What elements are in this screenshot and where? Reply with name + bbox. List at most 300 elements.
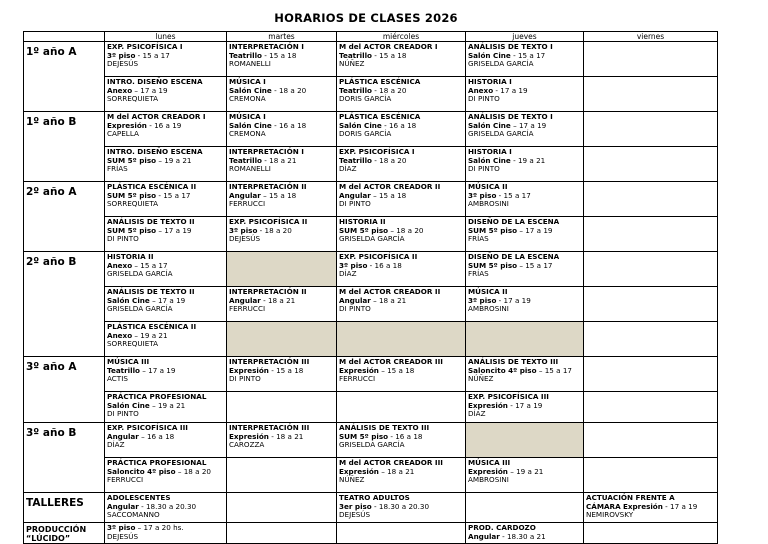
schedule-row <box>24 322 718 357</box>
day-header: miércoles <box>337 32 466 42</box>
class-title: INTRO. DISEÑO ESCENA <box>107 147 203 156</box>
class-time: – 19 a 21 <box>507 466 544 476</box>
class-teacher: CAPELLA <box>107 129 139 139</box>
class-room: Salón Cine <box>107 295 150 305</box>
class-room: 3º piso <box>229 225 258 235</box>
empty-cell <box>584 182 718 217</box>
class-room: Anexo <box>107 330 133 340</box>
class-title: MÚSICA I <box>229 77 266 86</box>
class-room: Expresión <box>339 365 379 375</box>
class-teacher: ACTIS <box>107 374 128 384</box>
class-cell <box>105 112 227 147</box>
class-teacher: AMBROSINI <box>468 475 509 485</box>
empty-cell <box>584 523 718 544</box>
class-room: Saloncito 4º piso <box>107 466 176 476</box>
class-title: INTERPRETACIÓN II <box>229 182 307 191</box>
class-teacher: DI PINTO <box>229 374 261 384</box>
class-room-line <box>339 262 463 271</box>
class-time: – 17 a 19 <box>139 365 176 375</box>
class-cell <box>337 357 466 392</box>
class-cell <box>337 493 466 523</box>
class-teacher: DI PINTO <box>339 304 371 314</box>
class-room: Angular <box>229 295 261 305</box>
class-cell <box>337 147 466 182</box>
class-room: Anexo <box>107 85 133 95</box>
class-title: ANÁLISIS DE TEXTO II <box>107 287 195 296</box>
empty-cell <box>584 392 718 423</box>
empty-shaded-cell <box>466 322 584 357</box>
class-cell <box>227 42 337 77</box>
class-cell <box>337 112 466 147</box>
class-title: PRÁCTICA PROFESIONAL <box>107 392 207 401</box>
class-cell <box>466 357 584 392</box>
class-teacher: DEJESÚS <box>229 234 261 244</box>
class-time: - 18 a 20 <box>371 155 407 165</box>
class-room: Expresión <box>468 466 508 476</box>
day-header: lunes <box>105 32 227 42</box>
class-cell <box>105 322 227 357</box>
empty-cell <box>584 287 718 322</box>
class-title: HISTORIA I <box>468 147 512 156</box>
class-time: – 19 a 21 <box>149 400 186 410</box>
row-label: 2º año B <box>24 252 105 357</box>
class-cell <box>466 147 584 182</box>
class-teacher: SORREQUIETA <box>107 339 159 349</box>
class-title: EXP. PSICOFÍSICA III <box>468 392 549 401</box>
class-room: SUM 5º piso <box>339 431 389 441</box>
class-time: - 18 a 20 <box>371 85 407 95</box>
class-time: - 15 a 17 <box>496 190 531 200</box>
class-title: EXP. PSICOFÍSICA II <box>229 217 308 226</box>
class-title: EXP. PSICOFÍSICA I <box>107 42 183 51</box>
class-title: INTERPRETACIÓN III <box>229 423 310 432</box>
day-header: jueves <box>466 32 584 42</box>
empty-cell <box>584 217 718 252</box>
class-room: SUM 5º piso <box>339 225 389 235</box>
class-title: DISEÑO DE LA ESCENA <box>468 252 560 261</box>
empty-cell <box>227 493 337 523</box>
empty-cell <box>227 458 337 493</box>
class-room: 3º piso <box>339 260 368 270</box>
class-room: Expresión <box>229 365 269 375</box>
schedule-row <box>24 458 718 493</box>
class-teacher: SACCOMANNO <box>107 510 160 520</box>
schedule-row <box>24 357 718 392</box>
class-time: – 19 a 21 <box>156 155 192 165</box>
class-time: – 15 a 17 <box>517 260 553 270</box>
empty-cell <box>584 252 718 287</box>
schedule-row <box>24 392 718 423</box>
class-title: HISTORIA II <box>339 217 386 226</box>
class-teacher: DORIS GARCÍA <box>339 94 392 104</box>
schedule-row <box>24 252 718 287</box>
class-cell <box>227 147 337 182</box>
class-cell <box>105 252 227 287</box>
class-title: ANÁLISIS DE TEXTO I <box>468 42 553 51</box>
class-cell <box>466 217 584 252</box>
class-teacher: NEMIROVSKY <box>586 510 634 520</box>
empty-cell <box>584 147 718 182</box>
class-room: Angular <box>107 431 139 441</box>
class-title: PLÁSTICA ESCÉNICA II <box>107 322 197 331</box>
class-title: INTRO. DISEÑO ESCENA <box>107 77 203 86</box>
class-title: MÚSICA I <box>229 112 266 121</box>
class-time: - 18 a 20 <box>257 225 292 235</box>
class-time: - 15 a 18 <box>268 365 304 375</box>
row-label: 1º año B <box>24 112 105 182</box>
schedule-row <box>24 147 718 182</box>
class-title: PLÁSTICA ESCÉNICA II <box>107 182 197 191</box>
class-teacher: DI PINTO <box>107 234 139 244</box>
class-time: - 15 a 17 <box>156 190 191 200</box>
class-time: - 16 a 18 <box>367 260 402 270</box>
class-room: Angular <box>107 501 139 511</box>
class-cell <box>337 287 466 322</box>
class-title: INTERPRETACIÓN I <box>229 42 304 51</box>
class-room: Teatrillo <box>229 155 262 165</box>
class-teacher: DEJESÚS <box>339 510 371 520</box>
class-title: ANÁLISIS DE TEXTO II <box>107 217 195 226</box>
class-room: Expresión <box>468 400 508 410</box>
day-header: martes <box>227 32 337 42</box>
row-label: TALLERES <box>24 493 105 523</box>
class-teacher: ROMANELLI <box>229 59 271 69</box>
schedule-row <box>24 423 718 458</box>
class-title: MÚSICA III <box>107 357 150 366</box>
class-time: - 18 a 21 <box>260 295 296 305</box>
empty-cell <box>584 322 718 357</box>
class-room: Salón Cine <box>229 120 272 130</box>
class-cell <box>105 357 227 392</box>
class-time: – 17 a 19 <box>517 225 553 235</box>
class-teacher: DÍAZ <box>339 269 357 279</box>
class-time: – 18 a 20 <box>175 466 211 476</box>
class-cell <box>227 77 337 112</box>
class-time: – 18 a 21 <box>378 466 415 476</box>
class-room: Salón Cine <box>107 400 150 410</box>
class-cell <box>227 287 337 322</box>
empty-shaded-cell <box>466 423 584 458</box>
class-teacher: DÍAZ <box>468 409 486 419</box>
row-label: 3º año B <box>24 423 105 493</box>
class-room: Salón Cine <box>468 50 511 60</box>
class-cell <box>105 523 227 544</box>
class-time: – 17 a 19 <box>149 295 186 305</box>
page-title: HORARIOS DE CLASES 2026 <box>274 11 458 25</box>
class-room: SUM 5º piso <box>107 225 157 235</box>
class-teacher: DI PINTO <box>468 94 500 104</box>
class-time: – 17 a 20 hs. <box>135 523 184 532</box>
class-time: - 16 a 18 <box>388 431 423 441</box>
row-label: 2º año A <box>24 182 105 252</box>
class-room: 3º piso <box>107 523 136 532</box>
class-cell <box>105 42 227 77</box>
class-title: INTERPRETACIÓN II <box>229 287 307 296</box>
schedule-row <box>24 112 718 147</box>
empty-cell <box>466 493 584 523</box>
class-title: ACTUACIÓN FRENTE A <box>586 493 675 502</box>
class-time: – 15 a 18 <box>260 190 297 200</box>
empty-shaded-cell <box>337 322 466 357</box>
class-teacher: ROMANELLI <box>229 164 271 174</box>
class-title: M del ACTOR CREADOR II <box>339 287 441 296</box>
class-room: Expresión <box>107 120 147 130</box>
empty-shaded-cell <box>227 322 337 357</box>
class-room-line <box>468 533 581 542</box>
empty-cell <box>584 42 718 77</box>
class-teacher: AMBROSINI <box>468 199 509 209</box>
class-time: – 17 a 19 <box>156 225 192 235</box>
class-cell <box>105 147 227 182</box>
class-room: 3º piso <box>107 50 136 60</box>
row-label-line1: PRODUCCIÓN <box>26 525 87 534</box>
class-teacher: FERRUCCI <box>339 374 376 384</box>
class-title-cont: CÁMARA <box>586 501 621 511</box>
class-time: – 15 a 17 <box>132 260 168 270</box>
class-time: – 15 a 18 <box>370 190 407 200</box>
class-room: Angular <box>229 190 261 200</box>
class-teacher: SORREQUIETA <box>107 199 159 209</box>
row-label-line2: “LÚCIDO” <box>26 534 71 543</box>
class-teacher: FERRUCCI <box>229 199 266 209</box>
schedule-row <box>24 217 718 252</box>
class-cell <box>466 182 584 217</box>
class-teacher: FERRUCCI <box>107 475 144 485</box>
class-cell <box>466 458 584 493</box>
class-teacher: FRÍAS <box>468 269 489 279</box>
produccion-row <box>24 523 718 544</box>
class-title: ANÁLISIS DE TEXTO III <box>468 357 559 366</box>
empty-cell <box>584 112 718 147</box>
class-time: - 16 a 18 <box>381 120 417 130</box>
class-title: EXP. PSICOFÍSICA III <box>107 423 188 432</box>
class-room: Salón Cine <box>468 155 511 165</box>
class-title: MÚSICA II <box>468 182 508 191</box>
class-teacher: DÍAZ <box>107 440 125 450</box>
class-teacher: DEJESÚS <box>107 531 139 541</box>
class-cell <box>337 77 466 112</box>
class-time: - 19 a 21 <box>510 155 546 165</box>
class-cell <box>337 423 466 458</box>
class-cell <box>105 493 227 523</box>
class-title: PRÁCTICA PROFESIONAL <box>107 458 207 467</box>
class-cell <box>466 42 584 77</box>
class-room: Teatrillo <box>339 50 372 60</box>
class-teacher: NÚÑEZ <box>339 475 365 485</box>
class-room: Angular <box>339 190 371 200</box>
day-header: viernes <box>584 32 718 42</box>
class-room: Teatrillo <box>229 50 262 60</box>
class-room: Teatrillo <box>339 155 372 165</box>
class-teacher: CREMONA <box>229 94 266 104</box>
class-title: HISTORIA II <box>107 252 154 261</box>
class-teacher: CREMONA <box>229 129 266 139</box>
class-time: – 16 a 18 <box>138 431 175 441</box>
class-teacher: DORIS GARCÍA <box>339 129 392 139</box>
class-room: Salón Cine <box>339 120 382 130</box>
class-title: PROD. CARDOZO <box>468 523 536 532</box>
class-room-line <box>339 157 463 166</box>
class-cell <box>466 523 584 544</box>
class-cell <box>466 112 584 147</box>
class-time: - 17 a 19 <box>493 85 528 95</box>
class-title: MÚSICA III <box>468 458 511 467</box>
empty-cell <box>584 357 718 392</box>
class-time: - 18.30 a 20.30 <box>371 501 430 511</box>
empty-cell <box>227 392 337 423</box>
class-title: PLÁSTICA ESCÉNICA <box>339 77 421 86</box>
class-cell <box>466 252 584 287</box>
class-title: M del ACTOR CREADOR I <box>107 112 206 121</box>
class-time: - 15 a 17 <box>510 50 546 60</box>
class-cell <box>105 182 227 217</box>
class-room: SUM 5º piso <box>468 260 518 270</box>
class-cell <box>105 287 227 322</box>
class-time: - 15 a 17 <box>135 50 170 60</box>
class-room: Teatrillo <box>339 85 372 95</box>
class-room: 3º piso <box>468 295 497 305</box>
class-time: - 15 a 18 <box>371 50 407 60</box>
class-time: - 18 a 21 <box>261 155 297 165</box>
class-title: TEATRO ADULTOS <box>339 493 410 502</box>
empty-cell <box>227 523 337 544</box>
class-cell <box>105 458 227 493</box>
class-cell <box>584 493 718 523</box>
class-room: SUM 5º piso <box>107 190 157 200</box>
class-cell <box>227 112 337 147</box>
class-room: Salón Cine <box>468 120 511 130</box>
class-cell <box>466 77 584 112</box>
class-teacher: GRISELDA GARCÍA <box>107 304 173 314</box>
class-cell <box>227 423 337 458</box>
class-cell <box>466 392 584 423</box>
class-teacher: FRÍAS <box>468 234 489 244</box>
class-cell <box>105 217 227 252</box>
schedule-row <box>24 182 718 217</box>
class-title: EXP. PSICOFÍSICA II <box>339 252 418 261</box>
class-room: Saloncito 4º piso <box>468 365 537 375</box>
day-header-row <box>24 32 718 42</box>
class-cell <box>105 423 227 458</box>
class-title: M del ACTOR CREADOR III <box>339 458 443 467</box>
class-cell <box>227 217 337 252</box>
class-cell <box>105 77 227 112</box>
class-time: – 18 a 20 <box>388 225 424 235</box>
class-teacher: NÚÑEZ <box>339 59 365 69</box>
class-teacher: FERRUCCI <box>229 304 266 314</box>
talleres-row <box>24 493 718 523</box>
class-time: – 18 a 21 <box>370 295 407 305</box>
class-room: Salón Cine <box>229 85 272 95</box>
class-room: Expresión <box>622 501 663 511</box>
class-teacher: DI PINTO <box>339 199 371 209</box>
class-time: – 17 a 19 <box>510 120 547 130</box>
schedule-row <box>24 42 718 77</box>
class-time: - 17 a 19 <box>507 400 543 410</box>
class-time: - 16 a 18 <box>271 120 307 130</box>
schedule-table <box>23 31 718 544</box>
class-room: Anexo <box>468 85 494 95</box>
class-room: 3º piso <box>468 190 497 200</box>
class-time: - 17 a 19 <box>496 295 531 305</box>
class-teacher: GRISELDA GARCÍA <box>339 440 405 450</box>
class-time: – 17 a 19 <box>132 85 168 95</box>
class-teacher: DI PINTO <box>107 409 139 419</box>
class-time: - 18 a 21 <box>268 431 304 441</box>
class-time: - 18 a 20 <box>271 85 307 95</box>
class-title: M del ACTOR CREADOR III <box>339 357 443 366</box>
class-room: Anexo <box>107 260 133 270</box>
class-teacher: GRISELDA GARCÍA <box>468 59 534 69</box>
class-time: - 16 a 19 <box>146 120 182 130</box>
class-room: 3er piso <box>339 501 372 511</box>
empty-cell <box>337 392 466 423</box>
class-teacher: CAROZZA <box>229 440 265 450</box>
class-title: INTERPRETACIÓN I <box>229 147 304 156</box>
class-room: SUM 5º piso <box>468 225 518 235</box>
class-room: Expresión <box>339 466 379 476</box>
class-cell <box>337 42 466 77</box>
class-cell <box>227 182 337 217</box>
class-teacher: GRISELDA GARCÍA <box>468 129 534 139</box>
class-teacher: FRÍAS <box>107 164 128 174</box>
empty-cell <box>337 523 466 544</box>
class-time: – 19 a 21 <box>132 330 168 340</box>
class-time: - 18.30 a 20.30 <box>138 501 197 511</box>
empty-cell <box>584 458 718 493</box>
class-cell <box>337 217 466 252</box>
empty-cell <box>584 77 718 112</box>
class-teacher: DEJESÚS <box>107 59 139 69</box>
class-title: DISEÑO DE LA ESCENA <box>468 217 560 226</box>
class-title: HISTORIA I <box>468 77 512 86</box>
empty-shaded-cell <box>227 252 337 287</box>
class-teacher: GRISELDA GARCÍA <box>107 269 173 279</box>
class-teacher: NÚÑEZ <box>468 374 494 384</box>
schedule-row <box>24 77 718 112</box>
class-teacher: DÍAZ <box>339 164 357 174</box>
class-teacher: DI PINTO <box>468 164 500 174</box>
class-title: ANÁLISIS DE TEXTO I <box>468 112 553 121</box>
row-label <box>24 523 105 544</box>
class-room: SUM 5º piso <box>107 155 157 165</box>
class-title: ADOLESCENTES <box>107 493 171 502</box>
row-label: 3º año A <box>24 357 105 423</box>
class-teacher: GRISELDA GARCÍA <box>339 234 405 244</box>
class-title: EXP. PSICOFÍSICA I <box>339 147 415 156</box>
class-teacher: SORREQUIETA <box>107 94 159 104</box>
class-title: PLÁSTICA ESCÉNICA <box>339 112 421 121</box>
row-label: 1º año A <box>24 42 105 112</box>
class-title: M del ACTOR CREADOR II <box>339 182 441 191</box>
class-cell <box>466 287 584 322</box>
class-cell <box>227 357 337 392</box>
class-room: Expresión <box>229 431 269 441</box>
class-cell <box>337 252 466 287</box>
class-time: – 15 a 17 <box>536 365 572 375</box>
class-cell <box>337 182 466 217</box>
class-title: ANÁLISIS DE TEXTO III <box>339 423 430 432</box>
class-room: Angular <box>468 531 500 541</box>
empty-cell <box>584 423 718 458</box>
class-time: – 15 a 18 <box>378 365 415 375</box>
class-cell <box>337 458 466 493</box>
corner-cell <box>24 32 105 42</box>
class-time: - 18.30 a 21 <box>499 531 546 541</box>
class-cell <box>105 392 227 423</box>
class-room: Angular <box>339 295 371 305</box>
class-title: M del ACTOR CREADOR I <box>339 42 438 51</box>
